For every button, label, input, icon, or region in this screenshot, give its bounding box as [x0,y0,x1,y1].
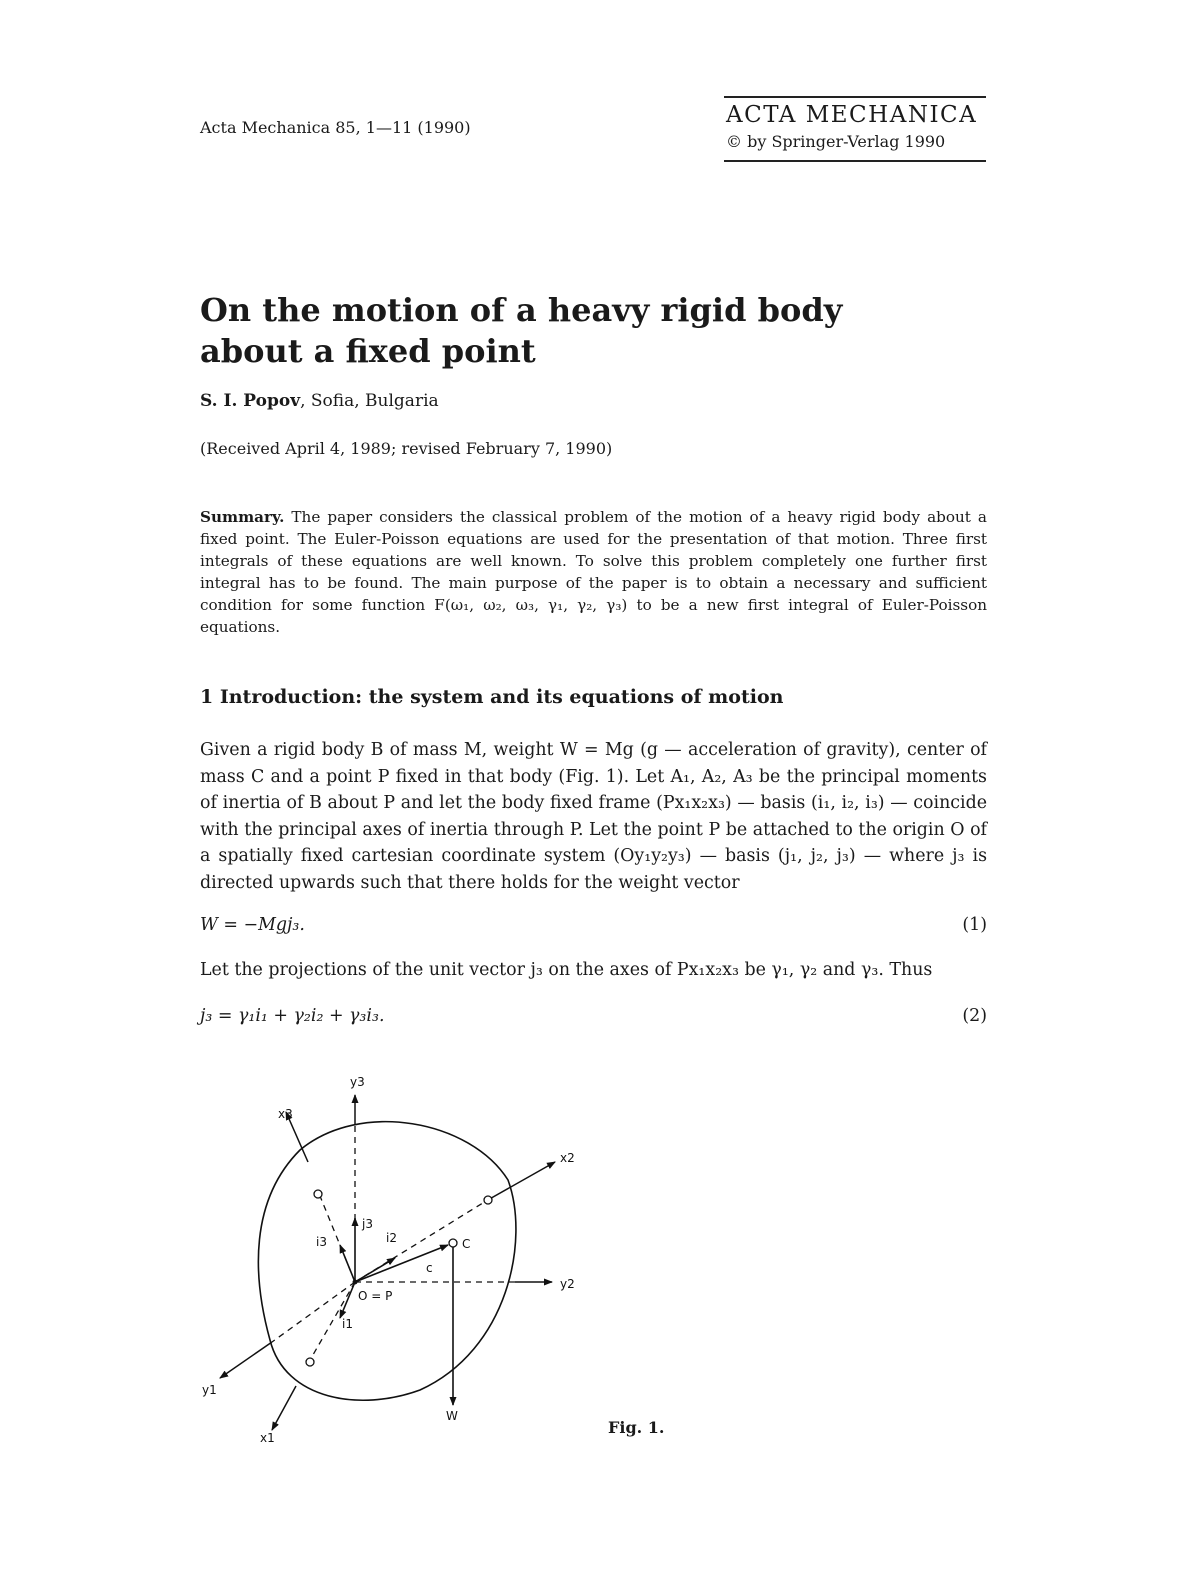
paper-title [200,290,842,372]
c-point [449,1239,457,1247]
section-heading: 1 Introduction: the system and its equations of motion [200,686,784,708]
figure-1-diagram [190,1060,610,1450]
author-name: S. I. Popov [200,391,301,411]
x2-body-point [484,1196,492,1204]
intro-paragraph: Given a rigid body B of mass M, weight W = Mg (g — acceleration of gravity), center of mass C and a point P fixed in that body (Fig. 1). Let A₁, A₂, A₃ be the principal moments of inertia of B about P and let the body fixed frame (Px₁x₂x₃) — basis (i₁, i₂, i₃) — coincide with the principal axes of inertia through P. Let the point P be attached to the origin O of a spatially fixed cartesian coordinate system (Oy₁y₂y₃) — basis (j₁, j₂, j₃) — where j₃ is directed upwards such that there holds for the weight vector [200,740,987,893]
i3-vector [340,1245,355,1282]
equation-1 [200,915,987,935]
equation-1-number: (1) [962,915,987,935]
x1-axis-outer [272,1386,296,1430]
title-line-1: On the motion of a heavy rigid body [200,291,843,329]
author-line [200,391,439,411]
label-y3: y3 [350,1075,365,1089]
summary-label: Summary. [200,508,285,526]
label-x1: x1 [260,1431,275,1445]
label-i1: i1 [342,1317,353,1331]
label-i2: i2 [386,1231,397,1245]
i2-vector [355,1258,395,1282]
label-y2: y2 [560,1277,575,1291]
label-w: W [446,1409,458,1423]
i1-vector [340,1282,355,1318]
label-c-point: C [462,1237,471,1251]
copyright: © by Springer-Verlag 1990 [726,132,946,151]
label-i3: i3 [316,1235,327,1249]
y1-axis-outer [220,1342,272,1378]
x2-axis-outer [486,1162,555,1201]
rigid-body-outline [258,1122,516,1401]
equation-2 [200,1006,987,1026]
equation-2-body: j₃ = γ₁i₁ + γ₂i₂ + γ₃i₃. [200,1006,385,1026]
c-vector [355,1245,448,1282]
journal-name: ACTA MECHANICA [726,102,978,128]
x1-body-point [306,1358,314,1366]
header-rule-top [724,96,986,98]
label-x3: x3 [278,1107,293,1121]
equation-2-number: (2) [962,1006,987,1026]
received-dates: (Received April 4, 1989; revised February 7, 1990) [200,439,613,458]
author-affiliation: , Sofia, Bulgaria [300,391,439,411]
x3-body-point [314,1190,322,1198]
label-j3: j3 [362,1217,373,1231]
summary-text: The paper considers the classical problem of the motion of a heavy rigid body about a fixed point. The Euler-Poisson equations are used for the presentation of that motion. Three first integrals of these equations are well known. To solve this problem completely one further first integral has to be found. The main purpose of the paper is to obtain a necessary and sufficient condition for some function F(ω₁, ω₂, ω₃, γ₁, γ₂, γ₃) to be a new first integral of Euler-Poisson equations. [200,508,987,636]
label-c-vector: c [426,1261,433,1275]
header-rule-bottom [724,160,986,162]
label-y1: y1 [202,1383,217,1397]
summary [200,506,987,638]
citation: Acta Mechanica 85, 1—11 (1990) [200,118,471,137]
label-x2: x2 [560,1151,575,1165]
figure-caption: Fig. 1. [608,1418,665,1437]
equation-1-body: W = −Mgj₃. [200,915,305,935]
label-origin: O = P [358,1289,393,1303]
origin-point [353,1280,358,1285]
title-line-2: about a fixed point [200,332,536,370]
projection-sentence: Let the projections of the unit vector j₃ on the axes of Px₁x₂x₃ be γ₁, γ₂ and γ₃. Thus [200,960,933,980]
